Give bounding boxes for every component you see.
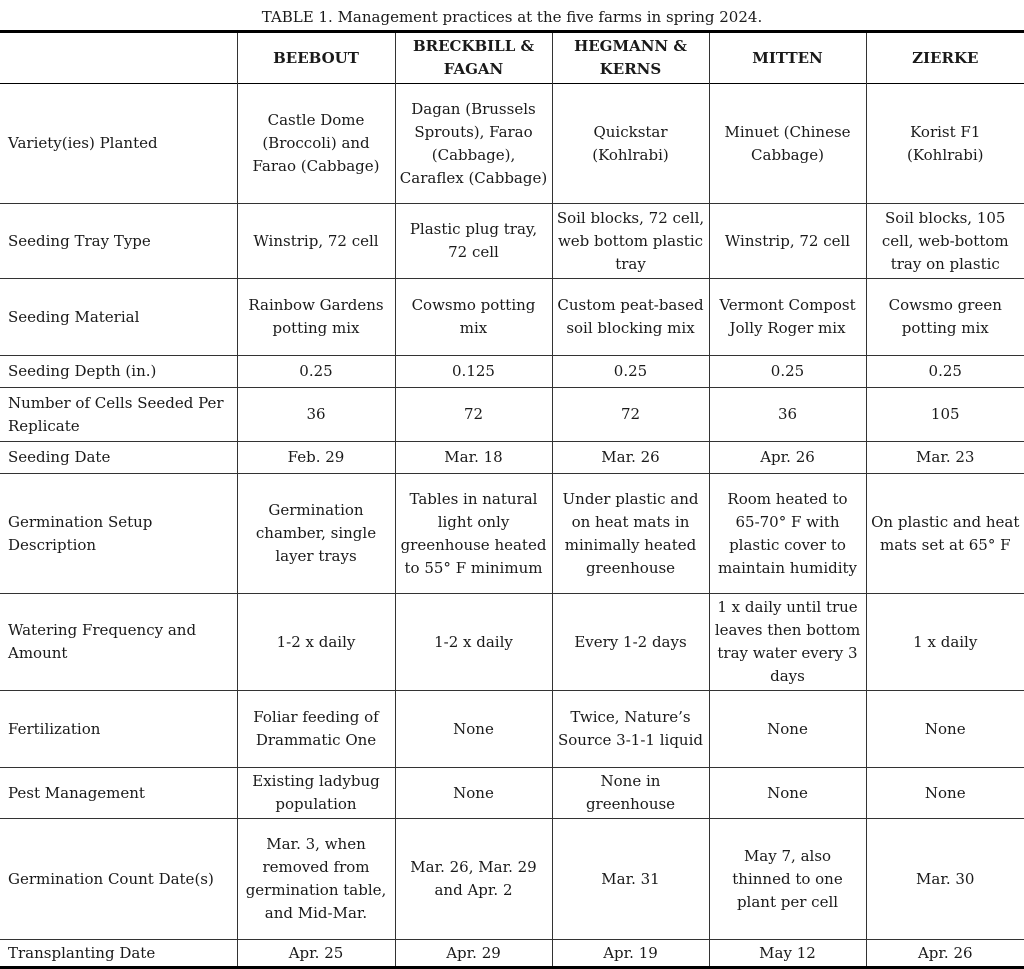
row-label: Variety(ies) Planted — [0, 84, 237, 204]
table-row — [0, 768, 1024, 819]
table-cell: Plastic plug tray, 72 cell — [395, 204, 552, 279]
table-cell: None — [866, 691, 1024, 768]
table-cell: Apr. 29 — [395, 940, 552, 968]
row-label: Pest Management — [0, 768, 237, 819]
table-cell: Vermont Compost Jolly Roger mix — [709, 279, 866, 356]
table-cell: 105 — [866, 388, 1024, 442]
column-header: BRECKBILL & FAGAN — [395, 32, 552, 84]
table-cell: 0.25 — [866, 356, 1024, 388]
table-cell: None — [395, 768, 552, 819]
table-cell: 1-2 x daily — [395, 594, 552, 691]
table-cell: 1 x daily — [866, 594, 1024, 691]
table-cell: 0.125 — [395, 356, 552, 388]
table-cell: 1 x daily until true leaves then bottom tray water every 3 days — [709, 594, 866, 691]
column-header: HEGMANN & KERNS — [552, 32, 709, 84]
table-cell: Existing ladybug population — [237, 768, 395, 819]
table-cell: Soil blocks, 72 cell, web bottom plastic tray — [552, 204, 709, 279]
table-cell: 1-2 x daily — [237, 594, 395, 691]
header-corner — [0, 32, 237, 84]
table-cell: May 7, also thinned to one plant per cell — [709, 819, 866, 940]
row-label: Seeding Tray Type — [0, 204, 237, 279]
table-cell: 72 — [552, 388, 709, 442]
column-header: BEEBOUT — [237, 32, 395, 84]
table-cell: Foliar feeding of Drammatic One — [237, 691, 395, 768]
row-label: Seeding Date — [0, 442, 237, 474]
table-row — [0, 356, 1024, 388]
table-cell: Mar. 3, when removed from germination table, and Mid-Mar. — [237, 819, 395, 940]
table-cell: None — [709, 768, 866, 819]
table-cell: Cowsmo green potting mix — [866, 279, 1024, 356]
table-row — [0, 594, 1024, 691]
table-cell: Apr. 25 — [237, 940, 395, 968]
table-cell: Mar. 26 — [552, 442, 709, 474]
table-cell: Germination chamber, single layer trays — [237, 474, 395, 594]
table-row — [0, 940, 1024, 968]
row-label: Watering Frequency and Amount — [0, 594, 237, 691]
table-cell: 36 — [709, 388, 866, 442]
table-row — [0, 691, 1024, 768]
table-cell: 36 — [237, 388, 395, 442]
table-cell: Twice, Nature’s Source 3-1-1 liquid — [552, 691, 709, 768]
table-cell: Mar. 30 — [866, 819, 1024, 940]
table-cell: Korist F1 (Kohlrabi) — [866, 84, 1024, 204]
table-cell: Quickstar (Kohlrabi) — [552, 84, 709, 204]
row-label: Transplanting Date — [0, 940, 237, 968]
row-label: Seeding Depth (in.) — [0, 356, 237, 388]
table-cell: 0.25 — [552, 356, 709, 388]
table-cell: Winstrip, 72 cell — [709, 204, 866, 279]
row-label: Fertilization — [0, 691, 237, 768]
table-caption: TABLE 1. Management practices at the five farms in spring 2024. — [261, 8, 763, 26]
header-row — [0, 32, 1024, 84]
table-cell: Mar. 18 — [395, 442, 552, 474]
table-cell: Cowsmo potting mix — [395, 279, 552, 356]
table-cell: Mar. 31 — [552, 819, 709, 940]
table-cell: On plastic and heat mats set at 65° F — [866, 474, 1024, 594]
table-cell: Apr. 19 — [552, 940, 709, 968]
table-cell: None — [709, 691, 866, 768]
table-row — [0, 442, 1024, 474]
table-cell: Apr. 26 — [709, 442, 866, 474]
table-row — [0, 474, 1024, 594]
table-row — [0, 204, 1024, 279]
table-cell: 0.25 — [237, 356, 395, 388]
table-cell: May 12 — [709, 940, 866, 968]
column-header: ZIERKE — [866, 32, 1024, 84]
row-label: Germination Count Date(s) — [0, 819, 237, 940]
table-cell: None — [866, 768, 1024, 819]
table-row — [0, 388, 1024, 442]
table-cell: None — [395, 691, 552, 768]
management-table — [0, 30, 1024, 969]
row-label: Germination Setup Description — [0, 474, 237, 594]
table-cell: Minuet (Chinese Cabbage) — [709, 84, 866, 204]
table-row — [0, 84, 1024, 204]
row-label: Seeding Material — [0, 279, 237, 356]
table-cell: Apr. 26 — [866, 940, 1024, 968]
table-row — [0, 819, 1024, 940]
table-cell: Custom peat-based soil blocking mix — [552, 279, 709, 356]
table-cell: 72 — [395, 388, 552, 442]
table-cell: Rainbow Gardens potting mix — [237, 279, 395, 356]
table-header — [0, 32, 1024, 84]
row-label: Number of Cells Seeded Per Replicate — [0, 388, 237, 442]
table-cell: Dagan (Brussels Sprouts), Farao (Cabbage), Caraflex (Cabbage) — [395, 84, 552, 204]
table-cell: Soil blocks, 105 cell, web-bottom tray on plastic — [866, 204, 1024, 279]
table-cell: Room heated to 65-70° F with plastic cover to maintain humidity — [709, 474, 866, 594]
table-cell: Under plastic and on heat mats in minimally heated greenhouse — [552, 474, 709, 594]
table-cell: Tables in natural light only greenhouse heated to 55° F minimum — [395, 474, 552, 594]
table-cell: Every 1-2 days — [552, 594, 709, 691]
table-cell: 0.25 — [709, 356, 866, 388]
table-cell: Feb. 29 — [237, 442, 395, 474]
table-cell: Winstrip, 72 cell — [237, 204, 395, 279]
table-cell: Mar. 23 — [866, 442, 1024, 474]
column-header: MITTEN — [709, 32, 866, 84]
table-cell: Mar. 26, Mar. 29 and Apr. 2 — [395, 819, 552, 940]
table-row — [0, 279, 1024, 356]
table-cell: None in greenhouse — [552, 768, 709, 819]
table-cell: Castle Dome (Broccoli) and Farao (Cabbage) — [237, 84, 395, 204]
